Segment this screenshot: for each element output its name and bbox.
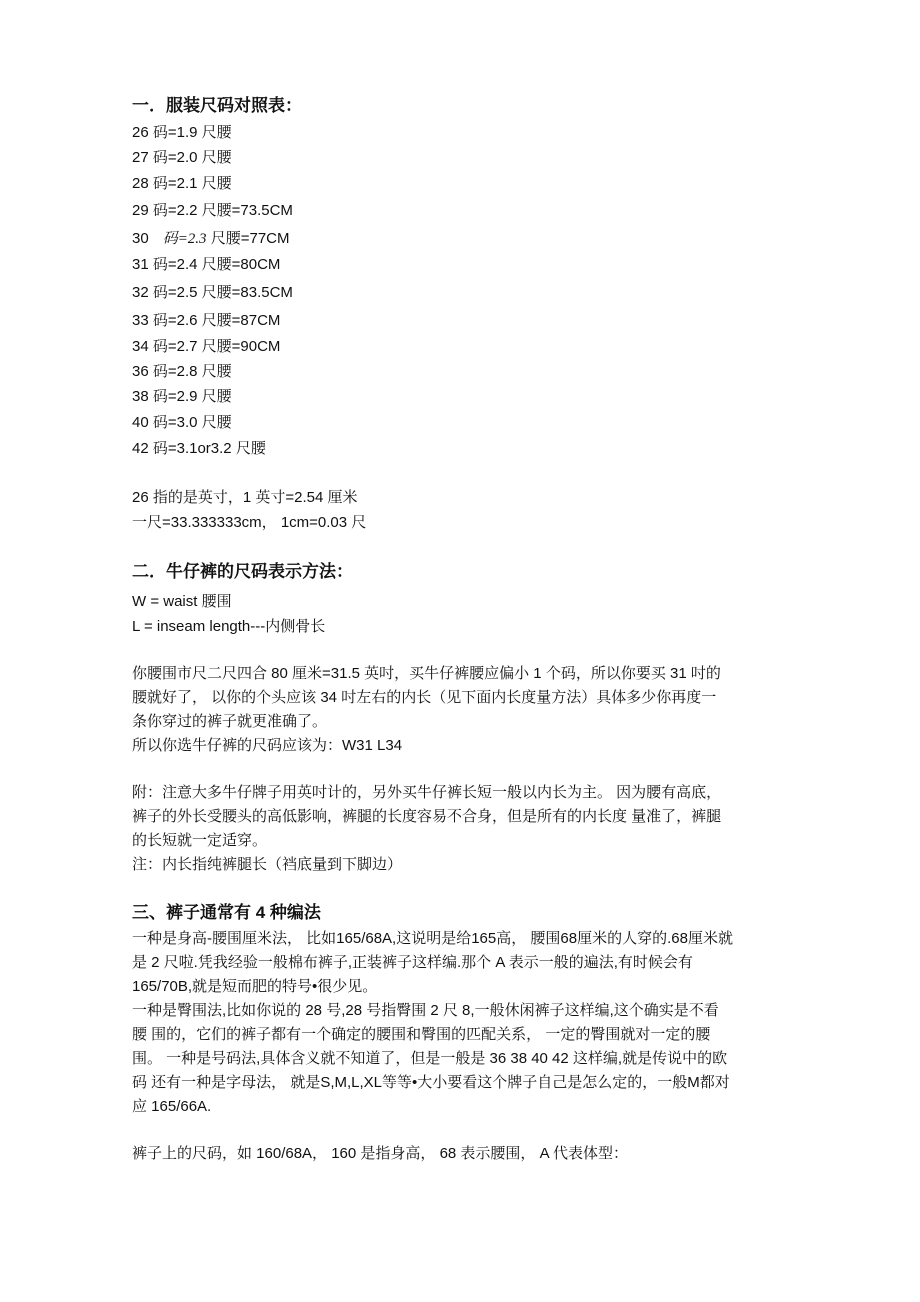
- para3-line8: 应 165/66A.: [132, 1098, 212, 1115]
- size-row-33: 33 码=2.6 尺腰=87CM: [132, 312, 281, 329]
- size-row-30: [132, 228, 290, 250]
- chi-note: 一尺=33.333333cm， 1cm=0.03 尺: [132, 514, 367, 531]
- size-row-30-num: 30: [132, 230, 149, 247]
- pants-size-example: 裤子上的尺码，如 160/68A， 160 是指身高， 68 表示腰围， A 代表体型：: [132, 1145, 628, 1162]
- para2-line3: 的长短就一定适穿。: [132, 832, 268, 849]
- size-row-27: 27 码=2.0 尺腰: [132, 149, 232, 166]
- para1-line4: 所以你选牛仔裤的尺码应该为：W31 L34: [132, 737, 403, 754]
- para2-line4: 注：内长指纯裤腿长（裆底量到下脚边）: [132, 856, 403, 873]
- size-row-26: 26 码=1.9 尺腰: [132, 124, 232, 141]
- para3-line5: 腰 围的，它们的裤子都有一个确定的腰围和臀围的匹配关系， 一定的臀围就对一定的腰: [132, 1026, 711, 1043]
- size-row-38: 38 码=2.9 尺腰: [132, 388, 232, 405]
- para2-line1: 附：注意大多牛仔牌子用英吋计的，另外买牛仔裤长短一般以内长为主。 因为腰有高底，: [132, 784, 722, 801]
- size-row-40: 40 码=3.0 尺腰: [132, 414, 232, 431]
- para3-line6: 围。 一种是号码法,具体含义就不知道了，但是一般是 36 38 40 42 这样编,就是传说中的欧: [132, 1050, 728, 1067]
- para1-line3: 条你穿过的裤子就更准确了。: [132, 713, 328, 730]
- para3-line3: 165/70B,就是短而肥的特号•很少见。: [132, 978, 378, 995]
- inch-note: 26 指的是英寸，1 英寸=2.54 厘米: [132, 489, 358, 506]
- size-row-30-italic: 码=2.3: [162, 231, 207, 247]
- para2-line2: 裤子的外长受腰头的高低影响，裤腿的长度容易不合身，但是所有的内长度 量准了，裤腿: [132, 808, 722, 825]
- section-heading-jeans: 二．牛仔裤的尺码表示方法：: [132, 562, 353, 581]
- size-row-36: 36 码=2.8 尺腰: [132, 363, 232, 380]
- size-row-28: 28 码=2.1 尺腰: [132, 175, 232, 192]
- para3-line7: 码 还有一种是字母法， 就是S,M,L,XL等等•大小要看这个牌子自己是怎么定的，一般M都对: [132, 1074, 730, 1091]
- size-row-42: 42 码=3.1or3.2 尺腰: [132, 440, 266, 457]
- waist-definition: W = waist 腰围: [132, 593, 232, 610]
- section-heading-size-chart: 一．服装尺码对照表：: [132, 96, 302, 115]
- size-row-30-rest: 尺腰=77CM: [206, 230, 290, 247]
- size-row-31: 31 码=2.4 尺腰=80CM: [132, 256, 281, 273]
- section-heading-pants: 三、裤子通常有 4 种编法: [132, 903, 321, 922]
- inseam-definition: L = inseam length---内侧骨长: [132, 618, 326, 635]
- para3-line1: 一种是身高-腰围厘米法， 比如165/68A,这说明是给165高， 腰围68厘米的人穿的.68厘米就: [132, 930, 733, 947]
- para3-line2: 是 2 尺啦.凭我经验一般棉布裤子,正装裤子这样编.那个 A 表示一般的遍法,有时候会有: [132, 954, 693, 971]
- para1-line2: 腰就好了， 以你的个头应该 34 吋左右的内长（见下面内长度量方法）具体多少你再度一: [132, 689, 717, 706]
- size-row-29: 29 码=2.2 尺腰=73.5CM: [132, 202, 293, 219]
- size-row-32: 32 码=2.5 尺腰=83.5CM: [132, 284, 293, 301]
- para3-line4: 一种是臀围法,比如你说的 28 号,28 号指臀围 2 尺 8,一般休闲裤子这样编,这个确实是不看: [132, 1002, 719, 1019]
- para1-line1: 你腰围市尺二尺四合 80 厘米=31.5 英吋，买牛仔裤腰应偏小 1 个码，所以你要买 31 吋的: [132, 665, 721, 682]
- size-row-34: 34 码=2.7 尺腰=90CM: [132, 338, 281, 355]
